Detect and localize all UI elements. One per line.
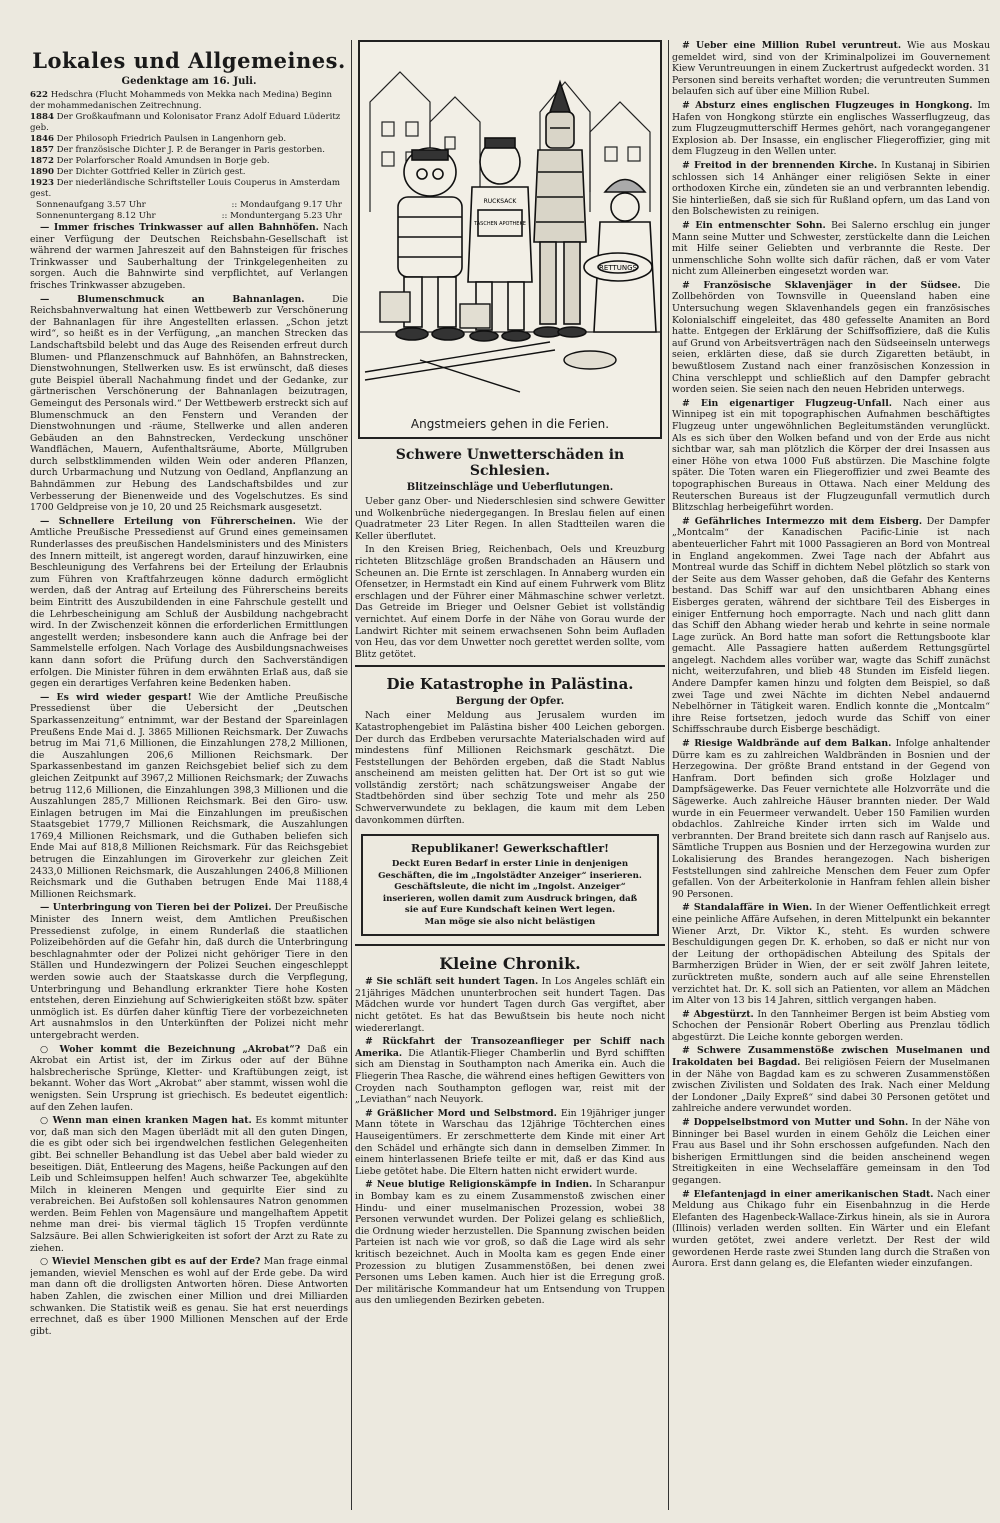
gedenktag-item bbox=[30, 134, 348, 145]
gedenktag-year: 1884 bbox=[30, 112, 54, 122]
article-text: Nach einer Meldung aus Chikago fuhr ein Eisenbahnzug in die Herde Elefanten des Hagenbeck-Wallace-Zirkus hinein, als sie in Aurora (Illinois) verladen werden sollten. Ein Wärter und ein Elefant wurden getötet, zwei andere verletzt. Der Rest der wild gewordenen Herde raste zwei Stunden lang durch die Straßen von Aurora. Erst dann gelang es, die Elefanten wieder einzufangen. bbox=[672, 1188, 990, 1270]
lokales-article bbox=[30, 692, 348, 901]
article-text: Nach einer aus Winnipeg ist ein mit topographischen Aufnahmen beschäftigtes Flugzeug unter ungewöhnlichen Begleitumständen verunglückt. Als es sich über den Wolken befand und von der Erde aus nicht sichtbar war, sah man plötzlich die Körper der drei Insassen aus einer Höhe von etwa 1000 Fuß abstürzen. Die Maschine folgte später. Die Toten waren ein Fliegeroffizier und zwei Beamte des topographischen Bureaus in Ottawa. Nach einer Meldung des Reuterschen Bureaus ist der Flugzeugunfall vermutlich durch Blitzschlag herbeigeführt worden. bbox=[672, 397, 990, 514]
divider bbox=[355, 665, 665, 667]
cartoon-drawing bbox=[360, 42, 660, 412]
sonnenaufgang: Sonnenaufgang 3.57 Uhr bbox=[36, 200, 146, 210]
unwetter-subtitle: Blitzeinschläge und Ueberflutungen. bbox=[406, 482, 614, 493]
label-rucksack: RUCKSACK bbox=[483, 198, 517, 205]
article-text: Bei religiösen Feiern der Muselmanen in der Nähe von Bagdad kam es zu schweren Zusammenstößen zwischen Zivilisten und Soldaten des Irak. Nach einer Meldung der Londoner „Daily Expreß“ sind dabei 30 Personen getötet und zahlreiche andere verwundet worden. bbox=[672, 1057, 990, 1115]
ad-lines bbox=[371, 859, 649, 928]
lokales-article bbox=[30, 1115, 348, 1254]
gedenktag-item bbox=[30, 167, 348, 178]
article-headline: # Ein entmenschter Sohn. bbox=[682, 219, 826, 231]
katastrophe-subtitle: Bergung der Opfer. bbox=[455, 696, 565, 708]
article-headline: # Ein eigenartiger Flugzeug-Unfall. bbox=[682, 397, 892, 409]
gedenktag-text: Der Dichter Gottfried Keller in Zürich gest. bbox=[56, 167, 246, 177]
article-headline: — Blumenschmuck an Bahnanlagen. bbox=[40, 293, 305, 305]
article-headline: # Ueber eine Million Rubel veruntreut. bbox=[682, 40, 902, 51]
article-text: In Kustanaj in Sibirien schlossen sich 14 Anhänger einer religiösen Sekte in einer orthodoxen Kirche ein, zündeten sie an und verbrannten lebendig. Sie hinterließen, daß sie sich für Rußland opfern, um das Land von den Bolschewisten zu reinigen. bbox=[672, 159, 990, 218]
lokales-article bbox=[30, 222, 348, 292]
advertisement-box bbox=[361, 834, 659, 936]
article-headline: # Französische Sklavenjäger in der Südsee. bbox=[682, 279, 961, 291]
article-text: Wie der Amtliche Preußische Pressedienst über die Uebersicht der „Deutschen Sparkassenzeitung“ entnimmt, war der Bestand der Spareinlagen Preußens Ende Mai d. J. 3865 Millionen Reichsmark. Der Zuwachs betrug im Mai 71,6 Millionen, die Einzahlungen 278,2 Millionen, die Auszahlungen 206,6 Millionen Reichsmark. Der Sparkassenbestand im ganzen Reichsgebiet belief sich zu dem gleichen Zeitpunkt auf 3967,2 Millionen Reichsmark; der Zuwachs betrug 112,6 Millionen, die Einzahlungen 398,3 Millionen und die Auszahlungen 285,7 Millionen Reichsmark. Bei den Giro- usw. Einlagen betrugen im Mai die Einzahlungen im preußischen Staatsgebiet 1779,7 Millionen Reichsmark, die Auszahlungen 1769,4 Millionen Reichsmark, und die Guthaben beliefen sich Ende Mai auf 818,8 Millionen Reichsmark. Für das Reichsgebiet betrugen die Einzahlungen im Giroverkehr zur gleichen Zeit 2433,0 Millionen Reichsmark, die Auszahlungen 2406,8 Millionen Reichsmark und die Guthaben betrugen Ende Mai 1188,4 Millionen Reichsmark. bbox=[30, 691, 348, 900]
lokales-article bbox=[30, 902, 348, 1041]
article-text: Nach einer Verfügung der Deutschen Reichsbahn-Gesellschaft ist während der warmen Jahreszeit auf den Bahnsteigen für frisches Trinkwasser und Sauberhaltung der Trinkgelegenheiten zu sorgen. Auch die Bahnwirte sind verpflichtet, auf Verlangen frisches Trinkwasser abzugeben. bbox=[30, 222, 348, 291]
article-headline: — Unterbringung von Tieren bei der Polizei. bbox=[40, 902, 272, 914]
article-headline: — Immer frisches Trinkwasser auf allen Bahnhöfen. bbox=[40, 222, 319, 233]
article-text: Die Reichsbahnverwaltung hat einen Wettbewerb zur Verschönerung der Bahnanlagen für ihre Angestellten erlassen. „Schon jetzt wird“, so heißt es in der Verfügung, „an manchen Strecken das Landschaftsbild belebt und das Auge des Reisenden erfreut durch Blumen- und Pflanzenschmuck auf Bahnhöfen, an Bahnstrecken, Dienstwohnungen, Stellwerken usw. Es ist erwünscht, daß dieses gute Beispiel überall Nachahmung findet und der Gedanke, zur gärtnerischen Verschönerung der Bahnanlagen beizutragen, Gemeingut des Personals wird.“ Der Wettbewerb erstreckt sich auf Blumenschmuck an den Fenstern und Veranden der Dienstwohnungen und -räume, Stellwerke und allen anderen Gebäuden an den Bahnstrecken, Verdeckung unschöner Wandflächen, Mauern, Aufenthaltsräume, Aborte, Müllgruben durch selbstklimmenden wilden Wein oder anderen Pflanzen, durch Urbarmachung und Nutzung von Oedland, Anpflanzung an Bahndämmen zur Hebung des Landschaftsbildes und zur Verbesserung der Bienenweide und des Vogelschutzes. Es sind 1700 Geldpreise von je 10, 20 und 25 Reichsmark ausgesetzt. bbox=[30, 293, 348, 514]
article-text: Bei Salerno erschlug ein junger Mann seine Mutter und Schwester, zerstückelte dann die Leichen mit Hilfe seiner Geliebten und verbrannte die Reste. Der unmenschliche Sohn wollte sich dafür rächen, daß er vom Vater nicht zum Alleinerben eingesetzt worden war. bbox=[672, 219, 990, 278]
ad-line: Geschäftsleute, die nicht im „Ingolst. Anzeiger“ bbox=[394, 882, 626, 893]
mondaufgang: :: Mondaufgang 9.17 Uhr bbox=[231, 200, 342, 210]
gedenktag-year: 1846 bbox=[30, 134, 54, 144]
news-article bbox=[672, 398, 990, 514]
article-headline: # Absturz eines englischen Flugzeuges in Hongkong. bbox=[682, 99, 973, 111]
news-article bbox=[672, 160, 990, 218]
article-headline: # Riesige Waldbrände auf dem Balkan. bbox=[682, 738, 892, 750]
news-article bbox=[672, 40, 990, 98]
sun-row-1 bbox=[30, 200, 348, 211]
article-text: Ein 19jähriger junger Mann tötete in Warschau das 12jährige Töchterchen eines Hauseigentümers. Er zerschmetterte dem Kinde mit einer Art den Schädel und erhängte sich dann in demselben Zimmer. In einem hinterlassenen Briefe teilte er mit, daß er das Kind aus Liebe getötet habe. Die Eltern hatten nicht erwidert wurde. bbox=[355, 1107, 665, 1177]
gedenktag-text: Hedschra (Flucht Mohammeds von Mekka nach Medina) Beginn der mohammedanischen Zeitrechnung. bbox=[30, 90, 333, 111]
lokales-article bbox=[30, 1044, 348, 1114]
column-rule-left bbox=[351, 40, 352, 1510]
article-text: Die Zollbehörden von Townsville in Queensland haben eine Untersuchung wegen Sklavenhandels gegen ein französisches Kolonialschiff eingeleitet, das 480 gefesselte Anamiten an Bord hatte. Entgegen der Erklärung der Schiffsoffiziere, daß die Kulis auf Grund von Arbeitsverträgen nach den Südseeinseln unterwegs seien, erklärten diese, daß sie durch Zigaretten betäubt, in bewußtlosem Zustand nach einer französischen Konzession in China verschleppt und schließlich auf den Dampfer gebracht worden seien. Sie seien nach den neuen Hebriden unterwegs. bbox=[672, 279, 990, 396]
article-headline: # Standalaffäre in Wien. bbox=[682, 902, 813, 914]
ad-headline: Republikaner! Gewerkschaftler! bbox=[411, 842, 609, 856]
news-article bbox=[672, 738, 990, 900]
katastrophe-title: Die Katastrophe in Palästina. bbox=[386, 675, 634, 694]
gedenktag-year: 622 bbox=[30, 90, 48, 100]
chronik-title: Kleine Chronik. bbox=[439, 954, 581, 974]
news-article bbox=[672, 220, 990, 278]
article-headline: # Gräßlicher Mord und Selbstmord. bbox=[365, 1107, 557, 1119]
article-headline: ○ Woher kommt die Bezeichnung „Akrobat“? bbox=[40, 1043, 301, 1055]
column-lokales bbox=[30, 40, 348, 1520]
gedenktag-year: 1872 bbox=[30, 156, 54, 166]
news-article bbox=[672, 1009, 990, 1044]
katastrophe-body bbox=[355, 710, 665, 826]
article-text: Es kommt mitunter vor, daß man sich den Magen überlädt mit all den guten Dingen, die es gibt oder sich bei irgendwelchen festlichen Gelegenheiten gibt. Bei schneller Behandlung ist das Uebel aber bald wieder zu beseitigen. Diät, Entleerung des Magens, heiße Packungen auf den Leib und Schleimsuppen helfen! Auch schwarzer Tee, abgekühlte Milch in kleineren Mengen und gequirlte Eier sind zu verabreichen. Bei Aufstoßen soll kohlensaures Natron genommen werden. Beim Fehlen von Magensäure und mangelhaftem Appetit nehme man drei- bis viermal täglich 15 Tropfen verdünnte Salzsäure. Bei allen Schwierigkeiten ist sofort der Arzt zu Rate zu ziehen. bbox=[30, 1115, 348, 1254]
article-headline: ○ Wenn man einen kranken Magen hat. bbox=[40, 1115, 252, 1127]
ad-line: Deckt Euren Bedarf in erster Linie in denjenigen bbox=[391, 859, 629, 870]
article-text: Im Hafen von Hongkong stürzte ein englisches Wasserflugzeug, das zum Flugzeugmutterschiff Hermes gehört, nach vorangegangener Explosion ab. Der Insasse, ein englischer Fliegeroffizier, ging mit dem Flugzeug in den Wellen unter. bbox=[672, 99, 990, 158]
gedenktag-text: Der Großkaufmann und Kolonisator Franz Adolf Eduard Lüderitz geb. bbox=[30, 112, 341, 133]
article-headline: # Sie schläft seit hundert Tagen. bbox=[365, 976, 539, 988]
divider bbox=[355, 944, 665, 946]
article-text: In der Wiener Oeffentlichkeit erregt eine peinliche Affäre Aufsehen, in deren Mittelpunkt ein bekannter Wiener Arzt, Dr. Viktor K., steht. Es wurden schwere Beschuldigungen gegen Dr. K. erhoben, so daß er nicht nur von der Leitung der orthopädischen Abteilung des Spitals der Barmherzigen Brüder in Wien, der er seit zwölf Jahren leitete, zurücktreten mußte, sondern auch auf alle seine Ehrenstellen verzichtet hat. Dr. K. soll sich an Patienten, vor allem an Mädchen im Alter von 13 bis 14 Jahren, sittlich vergangen haben. bbox=[672, 902, 990, 1007]
news-article bbox=[672, 100, 990, 158]
article-text: Der Dampfer „Montcalm“ der Kanadischen Pacific-Linie ist nach abenteuerlicher Fahrt mit 1000 Passagieren an Bord von Montreal in England angekommen. Zwei Tage nach der Abfahrt aus Montreal wurde das Schiff in dichtem Nebel plötzlich so stark von der Seite aus dem Wasser gehoben, daß die Gefahr des Kenterns bestand. Das Schiff war auf den unsichtbaren Abhang eines Eisberges geraten, während der sichtbare Teil des Eisberges in einiger Entfernung hoch emporragte. Nach und nach glitt dann das Schiff den Abhang wieder herab und kehrte in seine normale Lage zurück. An Bord hatte man sofort die Rettungsboote klar gemacht. Alle Passagiere hatten außerdem Rettungsgürtel angelegt. Nachdem alles vorüber war, wagte das Schiff zunächst nicht, weiterzufahren, und blieb 48 Stunden im Eisfeld liegen. Andere Dampfer kamen hinzu und folgten dem Beispiel, so daß zwei Tage und zwei Nächte im dichten Nebel andauernd Nebelhörner in Tätigkeit waren. Endlich konnte die „Montcalm“ ihre Reise fortsetzen, jedoch wurde das Schiff von einer Schiffsschraube durch Eisberge beschädigt. bbox=[672, 515, 990, 736]
article-headline: # Elefantenjagd in einer amerikanischen Stadt. bbox=[682, 1188, 934, 1200]
gedenktag-text: Der Polarforscher Roald Amundsen in Borje geb. bbox=[56, 156, 270, 166]
ad-line: Man möge sie also nicht belästigen bbox=[424, 916, 596, 927]
article-text: Daß ein Akrobat ein Artist ist, der im Zirkus oder auf der Bühne halsbrecherische Sprünge, Kletter- und Kraftübungen zeigt, ist bekannt. Woher das Wort „Akrobat“ aber stammt, wissen wohl die wenigsten. Sein Ursprung ist griechisch. Es bedeutet eigentlich: auf den Zehen laufen. bbox=[30, 1043, 348, 1113]
article-headline: # Freitod in der brennenden Kirche. bbox=[682, 159, 878, 171]
column-right bbox=[672, 40, 990, 1520]
gedenktag-item bbox=[30, 178, 348, 200]
column-rule-right bbox=[668, 40, 669, 1510]
article-text: In Scharanpur in Bombay kam es zu einem Zusammenstoß zwischen einer Hindu- und einer muselmanischen Prozession, wobei 38 Personen verwundet wurden. Der Polizei gelang es schließlich, die Ordnung wieder herzustellen. Die Spannung zwischen beiden Parteien ist nach wie vor groß, so daß die Lage wird als sehr kritisch bezeichnet. Auch in Moolta kam es gegen Ende einer Prozession zu blutigen Zusammenstößen, bei denen zwei Personen ums Leben kamen. Auch hier ist die Erregung groß. Der militärische Kommandeur hat um Entsendung von Truppen aus den umliegenden Bezirken gebeten. bbox=[355, 1179, 665, 1307]
gedenktag-item bbox=[30, 145, 348, 156]
gedenktag-item bbox=[30, 112, 348, 134]
gedenktag-year: 1857 bbox=[30, 145, 54, 155]
ad-line: inserieren, wollen damit zum Ausdruck bringen, daß bbox=[382, 893, 638, 904]
chronik-article bbox=[355, 976, 665, 1034]
news-article bbox=[672, 516, 990, 736]
gedenktag-text: Der Philosoph Friedrich Paulsen in Langenhorn geb. bbox=[56, 134, 287, 144]
sun-row-2 bbox=[30, 211, 348, 222]
article-text: In Los Angeles schläft ein 21jähriges Mädchen ununterbrochen seit hundert Tagen. Das Mädchen wurde vor hundert Tagen durch Gas vergiftet, aber nicht getötet. Es hat das Bewußtsein bis heute noch nicht wiedererlangt. bbox=[355, 976, 665, 1034]
monduntergang: :: Monduntergang 5.23 Uhr bbox=[221, 211, 342, 221]
chronik-article bbox=[355, 1179, 665, 1307]
article-headline: # Rückfahrt der Transozeanflieger per Schiff nach Amerika. bbox=[355, 1036, 665, 1059]
article-headline: — Es wird wieder gespart! bbox=[40, 691, 192, 703]
article-headline: # Doppelselbstmord von Mutter und Sohn. bbox=[682, 1117, 909, 1129]
gedenktage-list bbox=[30, 90, 348, 200]
lokales-title: Lokales und Allgemeines. bbox=[32, 48, 346, 73]
lokales-articles bbox=[30, 222, 348, 1337]
gedenktag-text: Der französische Dichter J. P. de Beranger in Paris gestorben. bbox=[56, 145, 325, 155]
cartoon-illustration bbox=[358, 40, 662, 439]
sonnenuntergang: Sonnenuntergang 8.12 Uhr bbox=[36, 211, 156, 221]
unwetter-paragraph: In den Kreisen Brieg, Reichenbach, Oels und Kreuzburg richteten Blitzschläge großen Brandschaden an Häusern und Scheunen an. Die Ernte ist zerschlagen. In Annaberg wurden ein Ofensetzer, in Hermstadt ein Kind auf einem Fuhrwerk vom Blitz erschlagen und der Führer einer Mähmaschine schwer verletzt. Das Getreide im Brieger und Oelsner Gebiet ist vollständig vernichtet. Auf einem Dorfe in der Nähe von Gorau wurde der Landwirt Richter mit seinem erwachsenen Sohn beim Aufladen von Heu, das vor dem Unwetter noch gerettet werden sollte, vom Blitz getötet. bbox=[355, 544, 665, 660]
lokales-article bbox=[30, 294, 348, 514]
gedenktag-text: Der niederländische Schriftsteller Louis Couperus in Amsterdam gest. bbox=[30, 178, 341, 199]
article-headline: — Schnellere Erteilung von Führerscheinen. bbox=[40, 515, 296, 527]
article-text: Wie aus Moskau gemeldet wird, sind von der Kriminalpolizei im Gouvernement Kiew Veruntreuungen in einem Zuckertrust aufgedeckt worden. 31 Personen sind bereits verhaftet worden; die veruntreuten Summen belaufen sich auf über eine Million Rubel. bbox=[672, 40, 990, 98]
news-article bbox=[672, 1189, 990, 1270]
news-article bbox=[672, 902, 990, 1006]
unwetter-title: Schwere Unwetterschäden in Schlesien. bbox=[395, 447, 625, 479]
katastrophe-paragraph: Nach einer Meldung aus Jerusalem wurden im Katastrophengebiet im Palästina bisher 400 Leichen geborgen. Der durch das Erdbeben verursachte Materialschaden wird auf mindestens fünf Millionen Reichsmark geschätzt. Die Feststellungen der Behörden ergeben, daß die Stadt Nablus anscheinend am meisten gelitten hat. Der Ort ist so gut wie vollständig zerstört; nach schätzungsweiser Angabe der Stadtbehörden sind über sechzig Tote und mehr als 250 Schwerverwundete zu beklagen, die kaum mit dem Leben davonkommen dürften. bbox=[355, 710, 665, 826]
article-text: Wie der Amtliche Preußische Pressedienst auf Grund eines gemeinsamen Runderlasses des preußischen Handelsministers und des Ministers des Innern mitteilt, ist angeregt worden, darauf hinzuwirken, eine Beschleunigung des Verfahrens bei der Erteilung der Erlaubnis zum Führen von Kraftfahrzeugen könne dadurch ermöglicht werden, daß der Antrag auf Erteilung des Führerscheins bereits beim Eintritt des Auszubildenden in eine Fahrschule gestellt und die Lehrbescheinigung am Schluß der Ausbildung nachgebracht wird. In der Zwischenzeit können die erforderlichen Ermittlungen angestellt werden; insbesondere kann auch die Anfrage bei der Sammelstelle erfolgen. Nach Vorlage des Ausbildungsnachweises kann dann sofort die Prüfung durch den Sachverständigen erfolgen. Die Minister führen in dem erwähnten Erlaß aus, daß sie gegen ein derartiges Verfahren keine Bedenken haben. bbox=[30, 515, 348, 690]
ad-line: Geschäften, die im „Ingolstädter Anzeiger“ inserieren. bbox=[378, 870, 642, 881]
news-article bbox=[672, 1117, 990, 1187]
article-text: Der Preußische Minister des Innern weist, dem Amtlichen Preußischen Pressedienst zufolge, in einem Runderlaß die staatlichen Polizeibehörden auf die Gefahr hin, daß durch die Unterbringung beschlagnahmter oder der Polizei nicht gehöriger Tiere in den Ställen und Hundezwingern der Polizei Seuchen eingeschleppt werden sowie auch der Staatskasse durch die Verpflegung, Unterbringung und Behandlung erkrankter Tiere hohe Kosten entstehen, deren Einziehung auf Schwierigkeiten stößt bzw. später unmöglich ist. Es dürfen daher künftig Tiere der vorbezeichneten Art ausnahmslos in den Unterkünften der Polizei nicht mehr untergebracht werden. bbox=[30, 902, 348, 1041]
right-articles bbox=[672, 40, 990, 1270]
ad-line: sie auf Eure Kundschaft keinen Wert legen. bbox=[404, 905, 616, 916]
unwetter-body bbox=[355, 496, 665, 660]
article-headline: # Abgestürzt. bbox=[682, 1008, 754, 1020]
article-text: Die Atlantik-Flieger Chamberlin und Byrd schifften sich am Dienstag in Southampton nach Amerika ein. Auch die Fliegerin Thea Rasche, die während eines heftigen Gewitters von Croyden nach Southampton geflogen war, reist mit der „Leviathan“ nach Neuyork. bbox=[355, 1047, 665, 1106]
article-headline: # Gefährliches Intermezzo mit dem Eisberg. bbox=[682, 515, 923, 527]
gedenktag-item bbox=[30, 90, 348, 112]
label-rettungs: RETTUNGS bbox=[599, 264, 637, 272]
gedenktage-title: Gedenktage am 16. Juli. bbox=[121, 76, 257, 87]
article-text: In den Tannheimer Bergen ist beim Abstieg vom Schochen der Pensionär Robert Oberling aus Prenzlau tödlich abgestürzt. Die Leiche konnte geborgen werden. bbox=[672, 1008, 990, 1043]
lokales-article bbox=[30, 516, 348, 690]
article-headline: # Schwere Zusammenstöße zwischen Muselmanen und Irakoldaten bei Bagdad. bbox=[672, 1045, 990, 1069]
news-article bbox=[672, 1045, 990, 1115]
article-headline: ○ Wieviel Menschen gibt es auf der Erde? bbox=[40, 1256, 261, 1268]
article-headline: # Neue blutige Religionskämpfe in Indien. bbox=[365, 1179, 593, 1191]
gedenktag-year: 1923 bbox=[30, 178, 54, 188]
article-text: In der Nähe von Binninger bei Basel wurden in einem Gehölz die Leichen einer Frau aus Basel und ihr Sohn erschossen aufgefunden. Nach den bisherigen Ermittlungen sind die beiden anscheinend wegen Streitigkeiten in eine Wechselaffäre gemeinsam in den Tod gegangen. bbox=[672, 1117, 990, 1186]
chronik-article bbox=[355, 1108, 665, 1178]
news-article bbox=[672, 280, 990, 396]
unwetter-paragraph: Ueber ganz Ober- und Niederschlesien sind schwere Gewitter und Wolkenbrüche niedergegangen. In Breslau fielen auf einen Quadratmeter 23 Liter Regen. In allen Stadtteilen waren die Keller überflutet. bbox=[355, 496, 665, 542]
article-text: Man frage einmal jemanden, wieviel Menschen es wohl auf der Erde gebe. Da wird man dann oft die drolligsten Antworten hören. Diese Antworten haben Zahlen, die zwischen einer Million und drei Milliarden schwanken. Die Statistik weiß es genau. Sie hat erst neuerdings errechnet, daß es über 1900 Millionen Menschen auf der Erde gibt. bbox=[30, 1256, 348, 1337]
cartoon-caption: Angstmeiers gehen in die Ferien. bbox=[410, 417, 610, 431]
chronik-body bbox=[355, 976, 665, 1307]
gedenktag-item bbox=[30, 156, 348, 167]
article-text: Infolge anhaltender Dürre kam es zu zahlreichen Waldbränden in Bosnien und der Herzegowina. Der größte Brand entstand in der Gegend von Hanfram. Dort befinden sich große Holzlager und Dampfsägewerke. Das Feuer vernichtete alle Holzvorräte und die Sägewerke. Auch zahlreiche Häuser brannten nieder. Der Wald wurde in ein Feuermeer verwandelt. Ueber 150 Familien wurden obdachlos. Zahlreiche Kinder irrten sich im Walde und verbrannten. Der Brand breitete sich dann rasch auf Ranjselo aus. Sämtliche Truppen aus Bosnien und der Herzegowina wurden zur Lokalisierung des Brandes herangezogen. Nach bisherigen Feststellungen sind zahlreiche Menschen dem Feuer zum Opfer gefallen. Von der Arbeiterkolonie in Hanfram fehlen allein bisher 90 Personen. bbox=[672, 738, 990, 900]
chronik-article bbox=[355, 1036, 665, 1106]
gedenktag-year: 1890 bbox=[30, 167, 54, 177]
lokales-article bbox=[30, 1256, 348, 1337]
label-apotheke: TASCHEN APOTHEKE bbox=[474, 221, 526, 227]
column-middle bbox=[355, 40, 665, 1520]
